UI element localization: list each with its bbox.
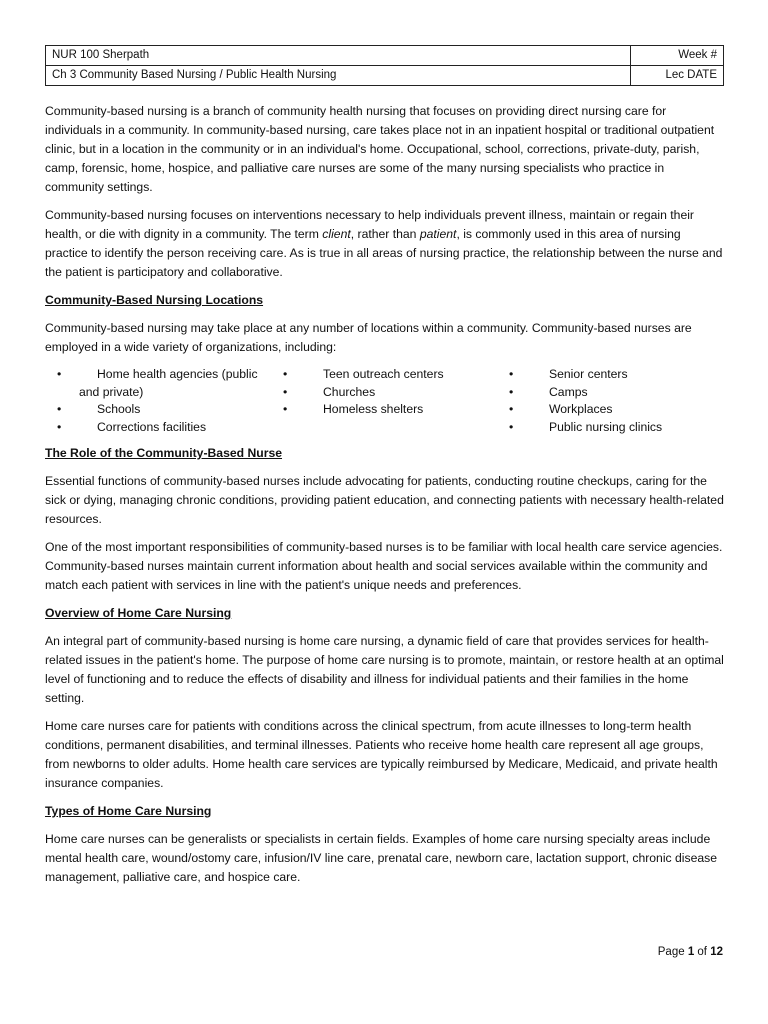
bullet-icon: •: [509, 384, 514, 399]
page-label: Page: [657, 946, 688, 958]
locations-list: [45, 366, 725, 436]
bullet-icon: •: [509, 367, 514, 381]
role-heading: The Role of the Community-Based Nurse: [45, 446, 283, 460]
locations-heading: Community-Based Nursing Locations: [45, 293, 264, 307]
intro-paragraph-1: Community-based nursing is a branch of community health nursing that focuses on providing direct nursing care for individuals in a community. In community-based nursing, care takes place not in an inpatient hospital or traditional outpatient clinic, but in a location in the community or in an individual's home. Occupational, school, corrections, private-duty, parish, camp, forensic, home, hospice, and palliative care nurses are some of the many nursing specialists who practice in community settings.: [45, 104, 715, 194]
list-item-label: Schools: [97, 402, 141, 416]
list-item-label: Homeless shelters: [323, 402, 424, 416]
bullet-icon: •: [283, 367, 288, 381]
bullet-icon: •: [57, 419, 62, 434]
intro-p2-part-a: Community-based nursing focuses on interventions necessary to help individuals prevent illness, maintain or regain their health, or die with dignity in a community. The term: [45, 208, 694, 241]
lecture-date: Lec DATE: [631, 66, 724, 86]
locations-paragraph: Community-based nursing may take place at any number of locations within a community. Community-based nurses are employed in a wide variety of organizations, including:: [45, 321, 692, 354]
list-item: [45, 419, 271, 437]
overview-paragraph-1: An integral part of community-based nursing is home care nursing, a dynamic field of care that provides services for health-related issues in the patient's home. The purpose of home care nursing is to promote, maintain, or restore health at an optimal level of functioning and to reduce the effects of disability and illness for individual patients and their families in the home setting.: [45, 634, 724, 705]
list-item-label: Home health agencies (public: [97, 367, 258, 381]
list-item: [271, 401, 497, 419]
bullet-icon: •: [509, 402, 514, 416]
list-item-label: Camps: [549, 384, 588, 399]
page-of-label: of: [694, 946, 711, 958]
list-item: [45, 366, 271, 401]
list-item-label: Workplaces: [549, 402, 613, 416]
role-paragraph-1: Essential functions of community-based nurses include advocating for patients, conducting routine checkups, caring for the sick or dying, managing chronic conditions, providing patient education, and connecting patients with necessary health-related resources.: [45, 474, 724, 526]
list-item: [497, 419, 723, 437]
bullet-icon: •: [509, 419, 514, 434]
intro-p2-part-c: , is commonly used in this area of nursing practice to identify the person receiving care. As is true in all areas of nursing practice, the relationship between the nurse and the patient is participatory and collaborative.: [45, 227, 723, 279]
locations-column-1: [45, 366, 271, 436]
locations-column-2: [271, 366, 497, 436]
role-paragraph-2: One of the most important responsibilities of community-based nurses is to be familiar with local health care service agencies. Community-based nurses maintain current information about health and social services available within the community and match each patient with services in line with the patient's unique needs and preferences.: [45, 540, 723, 592]
list-item-label: Churches: [323, 384, 376, 399]
list-item: [271, 366, 497, 384]
locations-column-3: [497, 366, 723, 436]
page-number: [658, 946, 723, 958]
chapter-title: Ch 3 Community Based Nursing / Public Health Nursing: [46, 66, 631, 86]
types-heading: Types of Home Care Nursing: [45, 804, 212, 818]
list-item: [497, 401, 723, 419]
list-item-label: Senior centers: [549, 367, 628, 381]
page-current: 1: [687, 946, 695, 958]
overview-heading: Overview of Home Care Nursing: [45, 606, 232, 620]
list-item: [497, 366, 723, 384]
list-item-label-continued: and private): [79, 384, 144, 399]
list-item: [271, 384, 497, 402]
list-item: [497, 384, 723, 402]
document-body: [45, 102, 725, 887]
page-total: 12: [710, 946, 723, 958]
intro-p2-part-b: , rather than: [350, 227, 420, 241]
bullet-icon: •: [57, 367, 62, 381]
bullet-icon: •: [283, 384, 288, 399]
intro-paragraph-2: [45, 206, 725, 282]
week-label: Week #: [631, 46, 724, 66]
list-item-label: Teen outreach centers: [323, 367, 444, 381]
header-row-2: [46, 66, 724, 86]
list-item-label: Corrections facilities: [97, 419, 207, 434]
types-paragraph-1: Home care nurses can be generalists or specialists in certain fields. Examples of home care nursing specialty areas include mental health care, wound/ostomy care, infusion/IV line care, prenatal care, newborn care, lactation support, chronic disease management, palliative care, and hospice care.: [45, 832, 718, 884]
course-title: NUR 100 Sherpath: [46, 46, 631, 66]
bullet-icon: •: [57, 402, 62, 416]
list-item-label: Public nursing clinics: [549, 419, 663, 434]
list-item: [45, 401, 271, 419]
overview-paragraph-2: Home care nurses care for patients with conditions across the clinical spectrum, from acute illnesses to long-term health conditions, permanent disabilities, and terminal illnesses. Patients who receive home health care represent all age groups, from newborns to older adults. Home health care services are typically reimbursed by Medicare, Medicaid, and private health insurance companies.: [45, 719, 718, 790]
term-client: client: [322, 227, 351, 241]
header-row-1: [46, 46, 724, 66]
bullet-icon: •: [283, 402, 288, 416]
header-table: [45, 45, 724, 86]
term-patient: patient: [419, 227, 457, 241]
